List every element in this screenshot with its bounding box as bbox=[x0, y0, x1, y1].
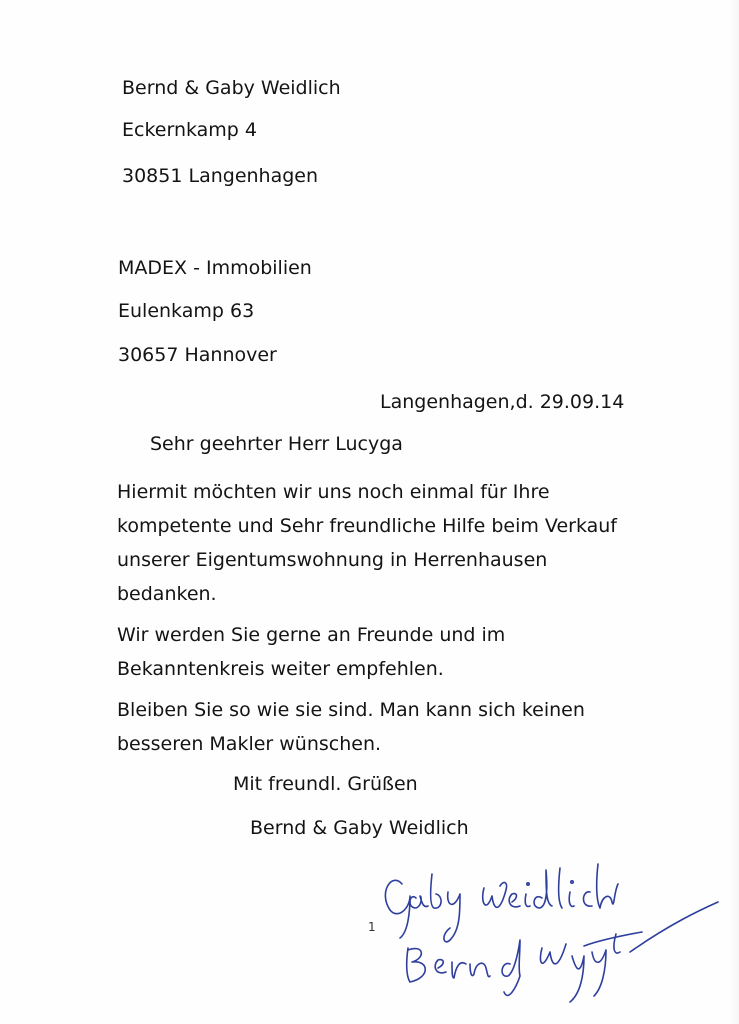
paragraph-line: kompetente und Sehr freundliche Hilfe beim Verkauf bbox=[117, 515, 617, 537]
page-number: 1 bbox=[368, 920, 376, 934]
paragraph-line: bedanken. bbox=[117, 583, 217, 605]
sender-street: Eckernkamp 4 bbox=[122, 119, 257, 141]
scan-edge-shadow bbox=[729, 0, 739, 1024]
paragraph-line: Wir werden Sie gerne an Freunde und im bbox=[117, 624, 506, 646]
paragraph-line: Bekanntenkreis weiter empfehlen. bbox=[117, 658, 444, 680]
paragraph-line: besseren Makler wünschen. bbox=[117, 733, 382, 755]
sender-name: Bernd & Gaby Weidlich bbox=[122, 77, 341, 99]
recipient-name: MADEX - Immobilien bbox=[118, 257, 312, 279]
paragraph-recommend bbox=[117, 618, 505, 686]
paragraph-line: Hiermit möchten wir uns noch einmal für Ihre bbox=[117, 481, 550, 503]
paragraph-line: unserer Eigentumswohnung in Herrenhausen bbox=[117, 549, 548, 571]
closing: Mit freundl. Grüßen bbox=[233, 773, 418, 795]
recipient-street: Eulenkamp 63 bbox=[118, 300, 255, 322]
paragraph-line: Bleiben Sie so wie sie sind. Man kann sich keinen bbox=[117, 699, 585, 721]
paragraph-thanks bbox=[117, 475, 617, 611]
handwritten-signature bbox=[380, 852, 720, 1012]
recipient-city: 30657 Hannover bbox=[118, 344, 277, 366]
salutation: Sehr geehrter Herr Lucyga bbox=[150, 433, 403, 455]
sender-city: 30851 Langenhagen bbox=[122, 165, 319, 187]
date-line: Langenhagen,d. 29.09.14 bbox=[380, 391, 625, 413]
paragraph-wishes bbox=[117, 693, 585, 761]
closing-names: Bernd & Gaby Weidlich bbox=[250, 817, 469, 839]
